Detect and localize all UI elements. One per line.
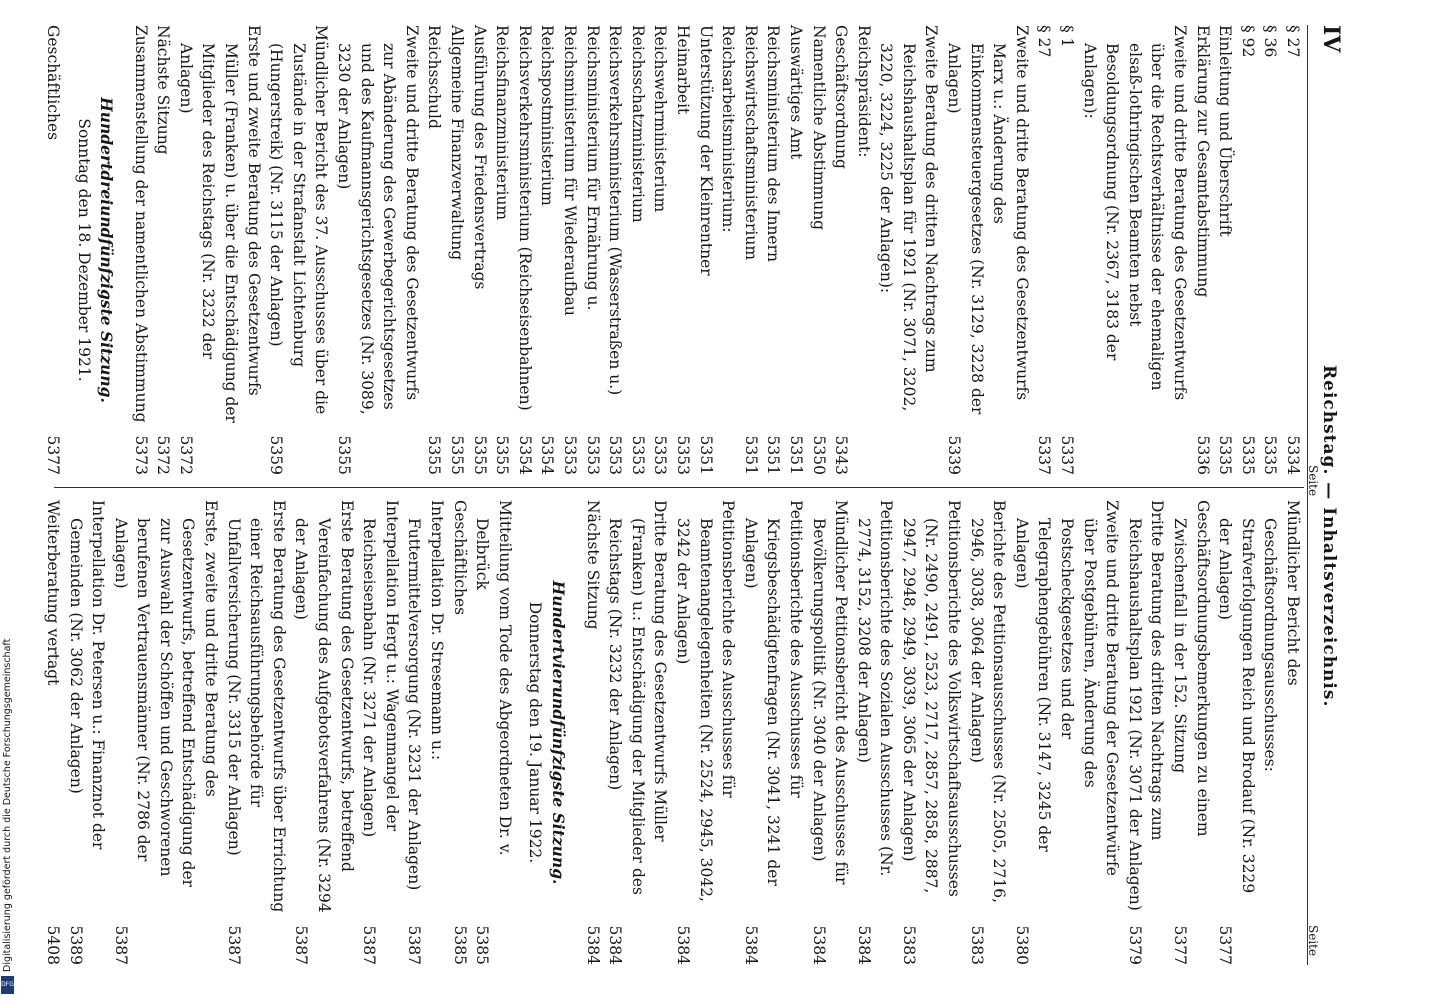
document-page xyxy=(43,25,1344,965)
toc-entry xyxy=(604,500,672,965)
toc-entry-page: 5384 xyxy=(854,925,873,965)
toc-entry xyxy=(739,500,807,965)
toc-entry-page: 5335 xyxy=(1261,435,1280,475)
toc-entry-text: Berichte des Petitionsausschusses (Nr. 2505, 2716, 2946, 3038, 3064 der Anlagen) xyxy=(967,500,1009,904)
toc-entry xyxy=(852,500,897,965)
toc-entry-text: Reichsministerium des Innern xyxy=(764,25,783,262)
toc-entry xyxy=(784,25,807,475)
toc-entry-text: Petitionsberichte des Volkswirtschaftsausschusses (Nr. 2490, 2491, 2523, 2717, 2857, 2858, 2887, 2947, 2948, 2949, 3039, 3065 der Anlagen) xyxy=(899,500,964,897)
toc-entry-page: 5377 xyxy=(1216,925,1235,965)
toc-entry xyxy=(174,25,264,475)
toc-entry-page: 5337 xyxy=(1035,435,1054,475)
toc-entry-text: Reichsministerium für Ernährung u. xyxy=(583,25,602,311)
toc-entry-text: Dritte Beratung des Gesetzentwurfs Müller (Franken) u.: Entschädigung der Mitglieder des Reichstags (Nr. 3232 der Anlagen) xyxy=(606,500,670,895)
toc-entry xyxy=(152,25,175,475)
toc-entry-text: § 36 xyxy=(1261,25,1280,58)
toc-entry-text: Interpellation Dr. Stresemann u.: Futtermittelversorgung (Nr. 3231 der Anlagen) xyxy=(405,500,447,891)
toc-entry xyxy=(943,25,1033,475)
toc-entry-text: Heimarbeit xyxy=(673,25,692,115)
toc-entry-page: 5337 xyxy=(1058,435,1077,475)
toc-entry-text: Mündlicher Bericht des Geschäftsordnungsausschusses: Strafverfolgungen Reich und Brodauf (Nr. 3229 der Anlagen) xyxy=(1216,500,1302,894)
toc-entry-text: Einleitung und Überschrift xyxy=(1216,25,1235,237)
toc-entry-page: 5387 xyxy=(360,925,379,965)
toc-entry-text: Geschäftliches xyxy=(43,25,62,141)
toc-entry-text: Interpellation Dr. Petersen u.: Finanznot der Gemeinden (Nr. 3062 der Anlagen) xyxy=(66,500,108,850)
column-divider xyxy=(54,487,1304,488)
toc-entry-page: 5335 xyxy=(1238,435,1257,475)
toc-entry xyxy=(445,25,468,475)
session-heading xyxy=(95,25,118,475)
toc-entry-page: 5373 xyxy=(131,435,150,475)
toc-entry-text: Zweite und dritte Beratung des Gesetzentwurfs Marx u.: Änderung des Einkommensteuergesetzes (Nr. 3129, 3228 der Anlagen) xyxy=(945,25,1031,415)
toc-entry-text: Erste und zweite Beratung des Gesetzentwurfs Müller (Franken) u. über die Entschädigung der Mitglieder des Reichstags (Nr. 3232 der Anlagen) xyxy=(176,25,263,423)
toc-entry-page: 5377 xyxy=(1171,925,1190,965)
toc-entry xyxy=(1033,25,1056,475)
toc-entry-text: Interpellation Hergt u.: Wagenmangel der Reichseisenbahn (Nr. 3271 der Anlagen) xyxy=(360,500,401,838)
toc-entry xyxy=(717,25,740,475)
toc-entry-page: 5384 xyxy=(741,925,760,965)
toc-entry-text: Namentliche Abstimmung xyxy=(809,25,828,231)
toc-entry-page: 5384 xyxy=(673,925,692,965)
toc-entry-page: 5384 xyxy=(809,925,828,965)
toc-entry-text: Reichswirtschaftsministerium xyxy=(741,25,760,261)
toc-entry-text: Erste Beratung des Gesetzentwurfs, betreffend Vereinfachung des Aufgebotsverfahrens (Nr. 3294 der Anlagen) xyxy=(292,500,356,913)
toc-entry-text: Zweite und dritte Beratung der Gesetzentwürfe über Postgebühren, Änderung des Postscheckgesetzes und der Telegraphengebühren (Nr. 3147, 3245 der Anlagen) xyxy=(1012,500,1122,876)
session-date xyxy=(72,25,95,475)
toc-entry-page: 5354 xyxy=(538,435,557,475)
toc-entry xyxy=(1214,25,1237,475)
toc-entry-page: 5335 xyxy=(1216,435,1235,475)
toc-entry xyxy=(491,25,514,475)
toc-entry-text: § 92 xyxy=(1238,25,1257,58)
toc-entry-text: Auswärtiges Amt xyxy=(786,25,805,160)
toc-entry-page: 5372 xyxy=(154,435,173,475)
toc-entry xyxy=(671,500,739,965)
toc-entry xyxy=(830,25,853,475)
toc-entry-page: 5372 xyxy=(176,435,195,475)
toc-entry-text: Hundertdreiundfünfzigste Sitzung. xyxy=(97,97,117,403)
toc-entry xyxy=(109,500,222,965)
toc-entry-page: 5355 xyxy=(448,435,467,475)
toc-entry-page: 5353 xyxy=(628,435,647,475)
toc-entry-page: 5351 xyxy=(786,435,805,475)
toc-entry xyxy=(403,500,448,965)
toc-entry-page: 5353 xyxy=(673,435,692,475)
toc-entry-page: 5343 xyxy=(832,435,851,475)
toc-entry xyxy=(41,25,64,475)
toc-entry-text: Zweite Beratung des dritten Nachtrags zum Reichshaushaltsplan für 1921 (Nr. 3071, 3202, 3220, 3224, 3225 der Anlagen): xyxy=(877,25,941,412)
toc-entry-page: 5383 xyxy=(967,925,986,965)
toc-entry-text: Reichspostministerium xyxy=(538,25,557,206)
toc-entry-text: Reichswehrministerium xyxy=(651,25,670,213)
toc-entry xyxy=(694,25,717,475)
toc-entry xyxy=(332,25,422,475)
toc-entry xyxy=(558,25,581,475)
toc-entry xyxy=(1168,500,1213,965)
toc-entry xyxy=(807,25,830,475)
toc-entry-text: Geschäftsordnung xyxy=(832,25,851,169)
toc-entry-page: 5383 xyxy=(899,925,918,965)
toc-entry xyxy=(762,25,785,475)
toc-entry-text: Ausführung des Friedensvertrags xyxy=(470,25,489,290)
toc-entry xyxy=(897,500,965,965)
toc-entry-page: 5351 xyxy=(696,435,715,475)
session-heading xyxy=(546,500,569,965)
toc-entry-page: 5355 xyxy=(425,435,444,475)
toc-entry-page: 5351 xyxy=(741,435,760,475)
toc-entry xyxy=(581,500,604,965)
toc-entry-text: Zweite und dritte Beratung des Gesetzentwurfs über die Rechtsverhältnisse der ehemaligen elsaß-lothringischen Beamten nebst Besoldungsordnung (Nr. 2367, 3183 der Anlagen): xyxy=(1080,25,1190,401)
toc-entry-text: Unterstützung der Kleinrentner xyxy=(696,25,715,276)
toc-entry-page: 5385 xyxy=(450,925,469,965)
toc-entry xyxy=(807,500,852,965)
toc-entry xyxy=(671,25,694,475)
toc-entry xyxy=(1214,500,1304,965)
toc-entry-text: Reichsverkehrsministerium (Reichseisenbahnen) xyxy=(515,25,534,411)
toc-entry-page: 5377 xyxy=(43,435,62,475)
toc-entry xyxy=(1191,25,1214,475)
toc-entry xyxy=(41,500,64,965)
toc-entry-page: 5384 xyxy=(583,925,602,965)
toc-entry xyxy=(649,25,672,475)
toc-right-column xyxy=(41,500,1304,965)
toc-entry-page: 5353 xyxy=(583,435,602,475)
dfg-logo: DFG xyxy=(1,976,14,994)
toc-entry xyxy=(739,25,762,475)
toc-entry-page: 5359 xyxy=(267,435,286,475)
toc-entry-text: Petitionsberichte des Sozialen Ausschusses (Nr. 2774, 3152, 3208 der Anlagen) xyxy=(854,500,896,877)
toc-entry xyxy=(965,500,1010,965)
toc-entry xyxy=(1010,500,1123,965)
toc-entry xyxy=(875,25,943,475)
toc-entry xyxy=(1078,25,1191,475)
toc-entry xyxy=(852,25,875,475)
toc-entry-page: 5380 xyxy=(1012,925,1031,965)
toc-entry-page: 5350 xyxy=(809,435,828,475)
toc-entry-text: Geschäftliches xyxy=(450,500,469,616)
toc-entry xyxy=(222,500,290,965)
toc-entry-page: 5384 xyxy=(606,925,625,965)
toc-entry-text: Reichsverkehrsministerium (Wasserstraßen u.) xyxy=(606,25,625,396)
toc-entry-text: Mündlicher Bericht des 37. Ausschusses über die Zustände in der Strafanstalt Lichtenburg (Hungerstreik) (Nr. 3115 der Anlagen) xyxy=(267,25,331,415)
page-number: IV xyxy=(1318,25,1344,53)
toc-entry xyxy=(448,500,471,965)
session-date xyxy=(524,500,547,965)
seite-label-left-column: Seite xyxy=(1306,465,1320,497)
toc-entry-page: 5353 xyxy=(606,435,625,475)
toc-entry-page: 5351 xyxy=(764,435,783,475)
toc-entry-page: 5385 xyxy=(473,925,492,965)
page-title: Reichstag. — Inhaltsverzeichnis. xyxy=(1319,365,1339,708)
toc-entry-text: Reichsschuld xyxy=(425,25,444,129)
seite-label-right-column: Seite xyxy=(1306,925,1320,957)
toc-entry-page: 5336 xyxy=(1193,435,1212,475)
toc-entry-text: Sonntag den 18. Dezember 1921. xyxy=(74,118,93,382)
toc-entry-page: 5334 xyxy=(1284,435,1302,475)
toc-entry-text: Mündlicher Petitionsbericht des Ausschusses für Bevölkerungspolitik (Nr. 3040 der Anlagen) xyxy=(809,500,851,885)
toc-entry-page: 5354 xyxy=(515,435,534,475)
toc-entry-text: Weiterberatung vertagt xyxy=(43,500,62,686)
toc-entry-text: Nächste Sitzung xyxy=(583,500,602,630)
toc-entry-text: Erklärung zur Gesamtabstimmung xyxy=(1193,25,1212,298)
toc-entry xyxy=(626,25,649,475)
digitization-credit: Digitalisierung gefördert durch die Deutsche Forschungsgemeinschaft xyxy=(2,638,13,972)
toc-entry-page: 5408 xyxy=(43,925,62,965)
toc-entry-text: Reichsarbeitsministerium: xyxy=(719,25,738,233)
toc-entry-text: Reichspräsident: xyxy=(854,25,873,158)
toc-entry-text: Dritte Beratung des dritten Nachtrags zum Reichshaushaltsplan 1921 (Nr. 3071 der Anlagen) xyxy=(1125,500,1167,911)
toc-entry-text: Erste, zweite und dritte Beratung des Gesetzentwurfs, betreffend Entschädigung der zur Auswahl der Schöffen und Geschworenen berufenen Vertrauensmänner (Nr. 2786 der Anlagen) xyxy=(111,500,221,888)
toc-entry xyxy=(604,25,627,475)
toc-entry-page: 5355 xyxy=(493,435,512,475)
toc-entry-text: Mitteilung vom Tode des Abgeordneten Dr. v. Delbrück xyxy=(473,500,514,856)
toc-entry-page: 5353 xyxy=(561,435,579,475)
toc-entry xyxy=(64,500,109,965)
toc-entry xyxy=(129,25,152,475)
toc-entry xyxy=(1055,25,1078,475)
toc-entry-page: 5387 xyxy=(224,925,243,965)
toc-entry-text: Hundertvierundfünfzigste Sitzung. xyxy=(549,580,568,885)
toc-entry-text: Petitionsberichte des Ausschusses für Kriegsbeschädigtenfragen (Nr. 3041, 3241 der Anlagen) xyxy=(741,500,805,886)
toc-entry xyxy=(536,25,559,475)
toc-entry-text: Donnerstag den 19. Januar 1922. xyxy=(526,601,545,864)
toc-entry-page: 5379 xyxy=(1125,925,1144,965)
toc-entry-page: 5387 xyxy=(111,925,130,965)
digitization-footer xyxy=(1,4,15,994)
toc-entry-text: § 27 xyxy=(1284,25,1302,58)
toc-entry-text: Zusammenstellung der namentlichen Abstimmung xyxy=(131,25,150,423)
toc-entry-page: 5339 xyxy=(945,435,964,475)
toc-entry-text: Petitionsberichte des Ausschusses für Beamtenangelegenheiten (Nr. 2524, 2945, 3042, 3242 der Anlagen) xyxy=(673,500,738,902)
toc-entry xyxy=(1259,25,1282,475)
toc-entry-page: 5355 xyxy=(470,435,489,475)
toc-entry-text: Erste Beratung des Gesetzentwurfs über Errichtung einer Reichsausführungsbehörde für Unfallversicherung (Nr. 3315 der Anlagen) xyxy=(224,500,288,913)
toc-left-column xyxy=(41,25,1304,475)
toc-entry xyxy=(358,500,403,965)
toc-entry xyxy=(1123,500,1168,965)
toc-entry-text: Reichsschatzministerium xyxy=(628,25,647,223)
toc-entry-text: § 27 xyxy=(1035,25,1054,58)
toc-entry-page: 5353 xyxy=(651,435,670,475)
toc-entry-text: Geschäftsordnungsbemerkungen zu einem Zwischenfall in der 152. Sitzung xyxy=(1171,500,1212,837)
toc-entry-page: 5387 xyxy=(405,925,424,965)
toc-entry-text: Nächste Sitzung xyxy=(154,25,173,155)
toc-entry xyxy=(1281,25,1304,475)
page-header xyxy=(1307,25,1344,965)
toc-entry-text: Allgemeine Finanzverwaltung xyxy=(448,25,467,261)
toc-entry xyxy=(468,25,491,475)
toc-entry-text: § 1 xyxy=(1058,25,1077,48)
toc-entry xyxy=(290,500,358,965)
toc-entry-page: 5387 xyxy=(292,925,311,965)
toc-entry-text: Reichsministerium für Wiederaufbau xyxy=(561,25,579,316)
toc-entry xyxy=(581,25,604,475)
toc-entry-page: 5355 xyxy=(335,435,354,475)
toc-entry xyxy=(1236,25,1259,475)
toc-entry xyxy=(265,25,333,475)
toc-entry-text: Reichsfinanzministerium xyxy=(493,25,512,221)
toc-entry xyxy=(423,25,446,475)
toc-entry-page: 5389 xyxy=(66,925,85,965)
toc-entry-text: Zweite und dritte Beratung des Gesetzentwurfs zur Abänderung des Gewerbegerichtsgesetzes und des Kaufmannsgerichtsgesetzes (Nr. 3089, 3230 der Anlagen) xyxy=(335,25,421,415)
toc-entry xyxy=(471,500,516,965)
toc-entry xyxy=(513,25,536,475)
